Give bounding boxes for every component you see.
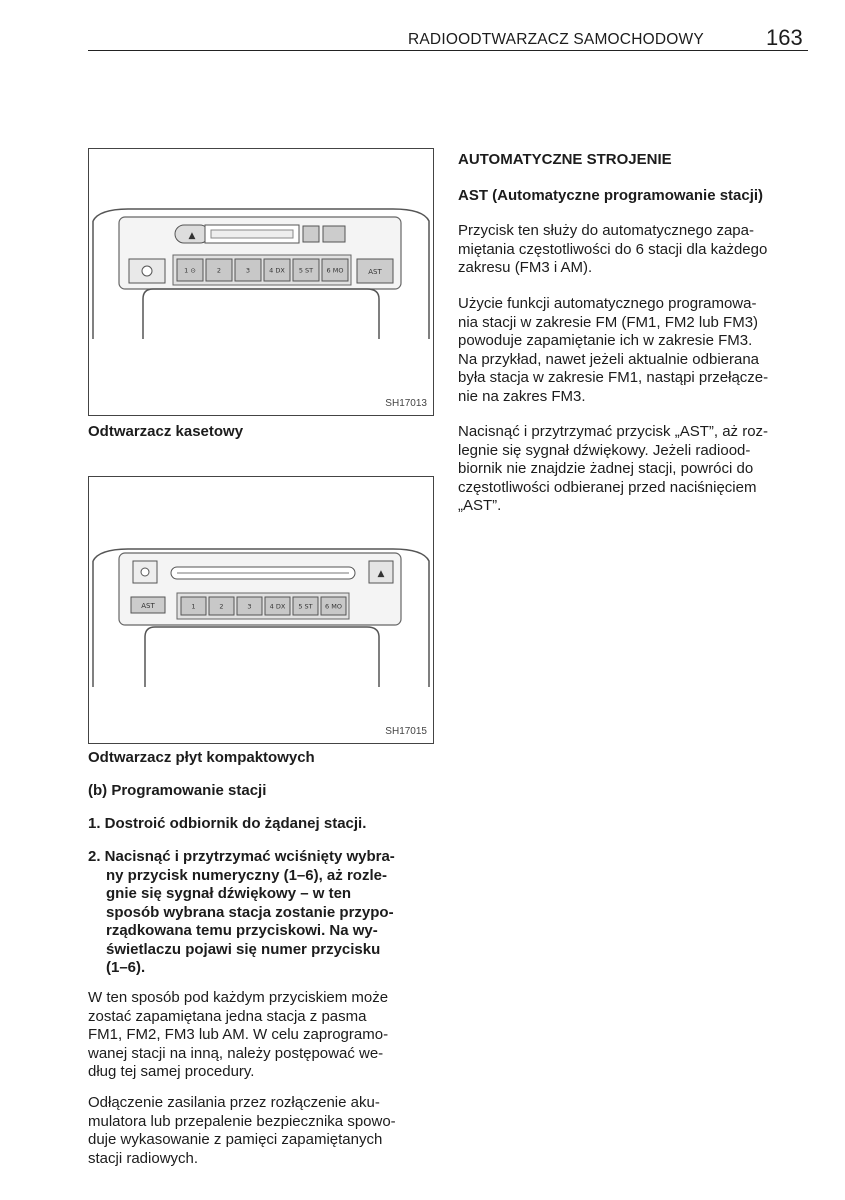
paragraph-line: Nacisnąć i przytrzymać przycisk „AST”, aż roz- — [458, 423, 769, 440]
svg-text:▲: ▲ — [377, 569, 385, 579]
paragraph-line: mulatora lub przepalenie bezpiecznika spowo- — [88, 1112, 396, 1130]
step-2-line: gnie się sygnał dźwiękowy – w ten — [106, 885, 352, 902]
subheading: AST (Automatyczne programowanie stacji) — [458, 187, 764, 204]
figure2-caption: Odtwarzacz płyt kompaktowych — [88, 749, 315, 766]
cd-player-illustration — [88, 476, 434, 744]
section-heading: AUTOMATYCZNE STROJENIE — [458, 151, 672, 168]
figure-code: SH17015 — [385, 726, 427, 737]
section-heading: (b) Programowanie stacji — [88, 782, 267, 799]
ast-button-label: AST — [368, 268, 382, 276]
step-2-line: (1–6). — [106, 959, 146, 976]
page-number: 163 — [766, 25, 803, 50]
header-title: RADIOODTWARZACZ SAMOCHODOWY — [408, 31, 704, 48]
step-2-line: ny przycisk numeryczny (1–6), aż rozle- — [106, 866, 387, 884]
svg-text:▲: ▲ — [188, 231, 196, 241]
step-2-line: sposób wybrana stacja zostanie przypo- — [106, 903, 394, 921]
paragraph-line: Użycie funkcji automatycznego programowa- — [458, 295, 757, 312]
preset-button-label: 1 ⊙ — [184, 266, 196, 275]
paragraph-line: „AST”. — [458, 497, 502, 514]
paragraph — [88, 989, 436, 1082]
paragraph-line: nie na zakres FM3. — [458, 387, 586, 405]
paragraph-line: W ten sposób pod każdym przyciskiem może — [88, 989, 389, 1006]
preset-button-label: 6 MO — [326, 266, 344, 275]
paragraph-line: FM1, FM2, FM3 lub AM. W celu zaprogramo- — [88, 1026, 389, 1043]
preset-button-label: 2 — [216, 266, 222, 275]
cd-radio-drawing — [89, 477, 433, 743]
paragraph-line: nia stacji w zakresie FM (FM1, FM2 lub FM3) — [458, 313, 759, 331]
cassette-player-illustration — [88, 148, 434, 416]
preset-button-label: 5 ST — [298, 602, 313, 611]
paragraph-line: duje wykasowanie z pamięci zapamiętanych — [88, 1131, 383, 1148]
paragraph-line: miętania częstotliwości do 6 stacji dla każdego — [458, 240, 768, 258]
step-2-line: 2. Nacisnąć i przytrzymać wciśnięty wybra- — [88, 848, 395, 865]
paragraph-line: legnie się sygnał dźwiękowy. Jeżeli radiood- — [458, 441, 751, 459]
paragraph — [88, 1094, 436, 1168]
paragraph-line: stacji radiowych. — [88, 1149, 199, 1167]
paragraph-line: Przycisk ten służy do automatycznego zapa- — [458, 222, 754, 239]
preset-button-label: 5 ST — [298, 266, 314, 275]
paragraph-line: Odłączenie zasilania przez rozłączenie aku- — [88, 1094, 380, 1111]
paragraph — [458, 423, 808, 516]
paragraph — [458, 222, 808, 278]
paragraph — [458, 295, 808, 406]
paragraph-line: zostać zapamiętana jedna stacja z pasma — [88, 1007, 367, 1025]
preset-button-label: 4 DX — [269, 602, 286, 611]
preset-button-label: 3 — [247, 602, 252, 611]
preset-button-label: 3 — [245, 266, 251, 275]
preset-button-label: 2 — [219, 602, 224, 611]
step-2 — [88, 848, 436, 978]
paragraph-line: powoduje zapamiętanie ich w zakresie FM3. — [458, 332, 753, 349]
cassette-radio-drawing — [89, 149, 433, 415]
ast-button-label: AST — [141, 602, 155, 610]
preset-button-label: 1 — [191, 602, 196, 611]
preset-button-label: 6 MO — [325, 602, 342, 611]
paragraph-line: Na przykład, nawet jeżeli aktualnie odbierana — [458, 350, 760, 368]
step-1: 1. Dostroić odbiornik do żądanej stacji. — [88, 815, 367, 832]
paragraph-line: dług tej samej procedury. — [88, 1063, 255, 1080]
figure1-caption: Odtwarzacz kasetowy — [88, 423, 244, 440]
preset-button-label: 4 DX — [269, 266, 285, 275]
paragraph-line: biornik nie znajdzie żadnej stacji, powróci do — [458, 460, 754, 477]
paragraph-line: była stacja w zakresie FM1, nastąpi przełącze- — [458, 369, 769, 386]
figure-code: SH17013 — [385, 398, 427, 409]
paragraph-line: zakresu (FM3 i AM). — [458, 259, 593, 276]
paragraph-line: częstotliwości odbieranej przed naciśnięciem — [458, 478, 757, 496]
paragraph-line: wanej stacji na inną, należy postępować we- — [88, 1044, 384, 1062]
header-rule — [88, 50, 808, 51]
step-2-line: świetlaczu pojawi się numer przycisku — [106, 940, 381, 958]
step-2-line: rządkowana temu przyciskowi. Na wy- — [106, 922, 378, 939]
